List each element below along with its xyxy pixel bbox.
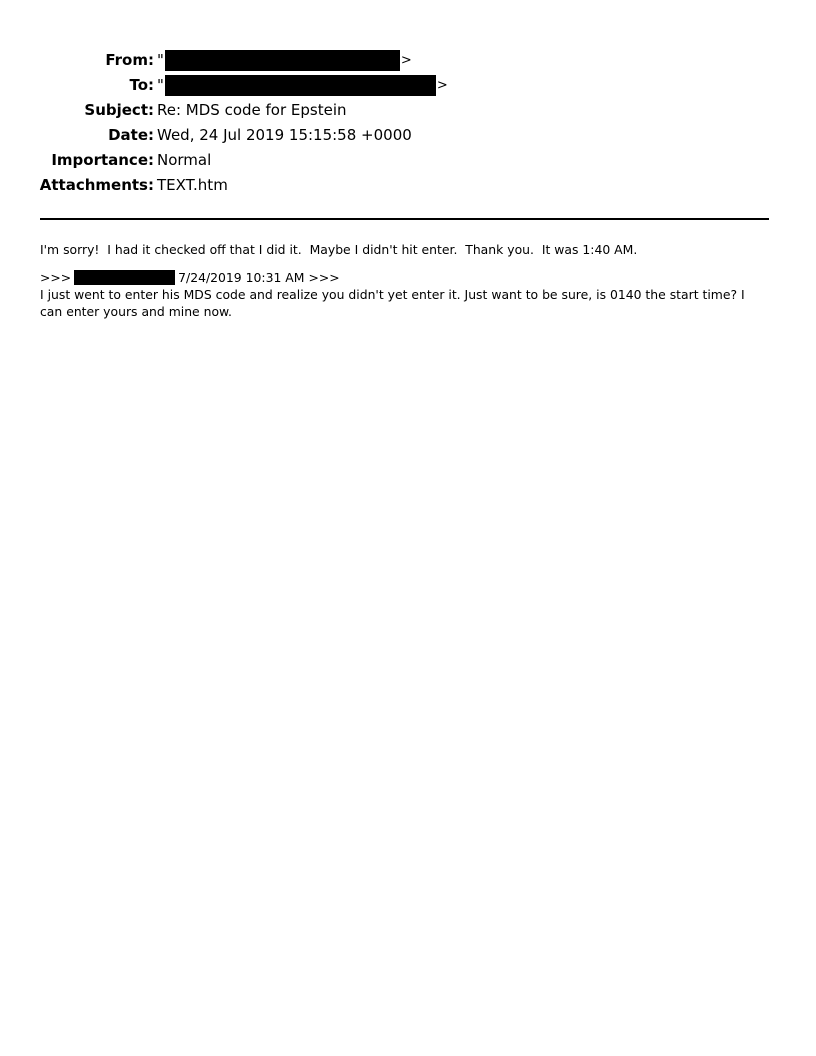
quote-date: 7/24/2019 10:31 AM [178,270,305,285]
to-value [157,73,448,98]
to-row [0,73,816,98]
from-redaction [165,50,400,71]
importance-label: Importance: [51,151,154,169]
from-value [157,48,412,73]
to-prefix: " [157,76,164,94]
attachments-value: TEXT.htm [157,176,228,194]
date-label: Date: [108,126,154,144]
reply-text: I'm sorry! I had it checked off that I did it. Maybe I didn't hit enter. Thank you. It was 1:40 AM. [40,242,638,257]
from-prefix: " [157,51,164,69]
to-suffix: > [436,78,448,93]
quote-suffix: >>> [308,270,340,285]
header-divider [40,218,769,220]
attachments-row [0,173,816,198]
quote-header [40,269,770,286]
importance-row [0,148,816,173]
message-body [40,241,770,320]
from-label: From: [105,51,154,69]
attachments-label: Attachments: [39,176,154,194]
quote-sender-redaction [74,270,175,285]
subject-label: Subject: [84,101,154,119]
subject-row [0,98,816,123]
importance-value: Normal [157,151,212,169]
to-label: To: [129,76,154,94]
subject-value: Re: MDS code for Epstein [157,101,347,119]
quoted-text: I just went to enter his MDS code and realize you didn't yet enter it. Just want to be sure, is 0140 the start time? I can enter yours and mine now. [40,287,745,319]
from-suffix: > [400,53,412,68]
email-header [0,48,816,198]
to-redaction [165,75,436,96]
quote-prefix: >>> [40,270,72,285]
date-value: Wed, 24 Jul 2019 15:15:58 +0000 [157,126,412,144]
from-row [0,48,816,73]
date-row [0,123,816,148]
